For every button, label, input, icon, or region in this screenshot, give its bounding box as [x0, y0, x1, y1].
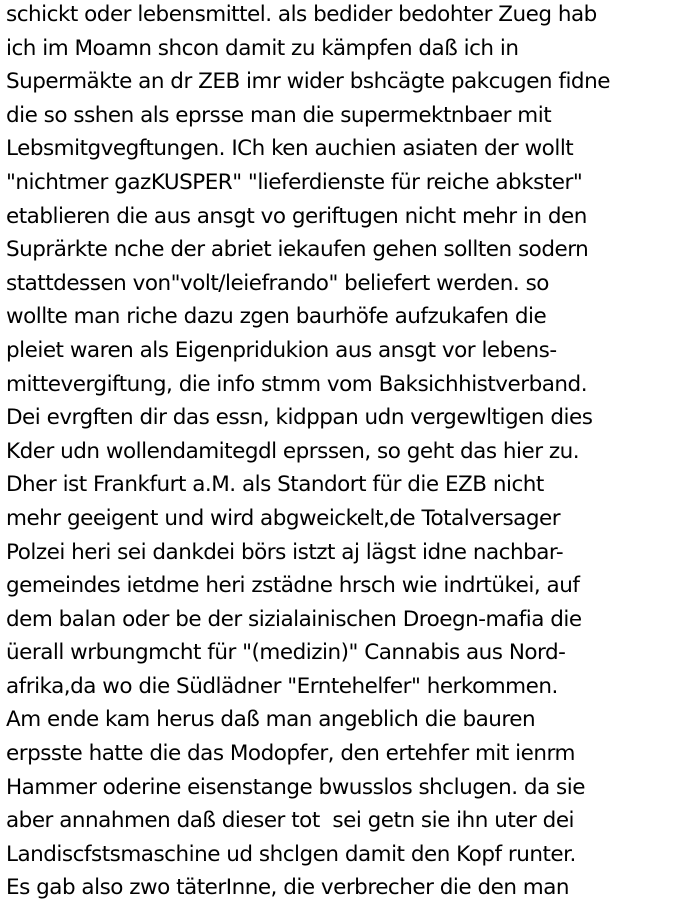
- text-line: Landiscfstsmaschine ud shclgen damit den Kopf runter.: [6, 841, 576, 867]
- text-line: Dher ist Frankfurt a.M. als Standort für die EZB nicht: [6, 472, 544, 498]
- text-line: Lebsmitgvegftungen. ICh ken auchien asiaten der wollt: [6, 136, 574, 162]
- text-line: aber annahmen daß dieser tot sei getn sie ihn uter dei: [6, 808, 575, 834]
- text-line: üerall wrbungmcht für "(medizin)" Cannabis aus Nord-: [6, 640, 566, 666]
- text-line: gemeindes ietdme heri zstädne hrsch wie indrtükei, auf: [6, 573, 580, 599]
- text-line: mehr geeigent und wird abgweickelt,de Totalversager: [6, 505, 561, 531]
- text-line: afrika,da wo die Südlädner "Erntehelfer" herkommen.: [6, 673, 558, 699]
- text-line: wollte man riche dazu zgen baurhöfe aufzukafen die: [6, 304, 547, 330]
- text-line: dem balan oder be der sizialainischen Droegn-mafia die: [6, 606, 582, 632]
- text-line: ich im Moamn shcon damit zu kämpfen daß ich in: [6, 35, 519, 61]
- text-line: Supermäkte an dr ZEB imr wider bshcägte pakcugen fidne: [6, 69, 610, 95]
- text-line: schickt oder lebensmittel. als bedider bedohter Zueg hab: [6, 2, 597, 27]
- text-line: Es gab also zwo täterInne, die verbrecher die den man: [6, 875, 570, 901]
- text-line: die so sshen als eprsse man die supermektnbaer mit: [6, 102, 552, 128]
- text-line: Kder udn wollendamitegdl eprssen, so geht das hier zu.: [6, 438, 580, 464]
- text-line: Suprärkte nche der abriet iekaufen gehen sollten sodern: [6, 237, 589, 263]
- body-text: [6, 0, 682, 905]
- text-line: Dei evrgften dir das essn, kidppan udn vergewltigen dies: [6, 405, 593, 431]
- text-line: mittevergiftung, die info stmm vom Baksichhistverband.: [6, 371, 588, 397]
- text-line: Polzei heri sei dankdei börs istzt aj lägst idne nachbar-: [6, 539, 564, 565]
- text-line: stattdessen von"volt/leiefrando" beliefert werden. so: [6, 270, 549, 296]
- text-line: Hammer oderine eisenstange bwusslos shclugen. da sie: [6, 774, 585, 800]
- text-line: Am ende kam herus daß man angeblich die bauren: [6, 707, 536, 733]
- text-line: etablieren die aus ansgt vo geriftugen nicht mehr in den: [6, 203, 587, 229]
- text-line: erpsste hatte die das Modopfer, den ertehfer mit ienrm: [6, 741, 575, 767]
- text-line: "nichtmer gazKUSPER" "lieferdienste für reiche abkster": [6, 169, 583, 195]
- text-line: pleiet waren als Eigenpridukion aus ansgt vor lebens-: [6, 337, 557, 363]
